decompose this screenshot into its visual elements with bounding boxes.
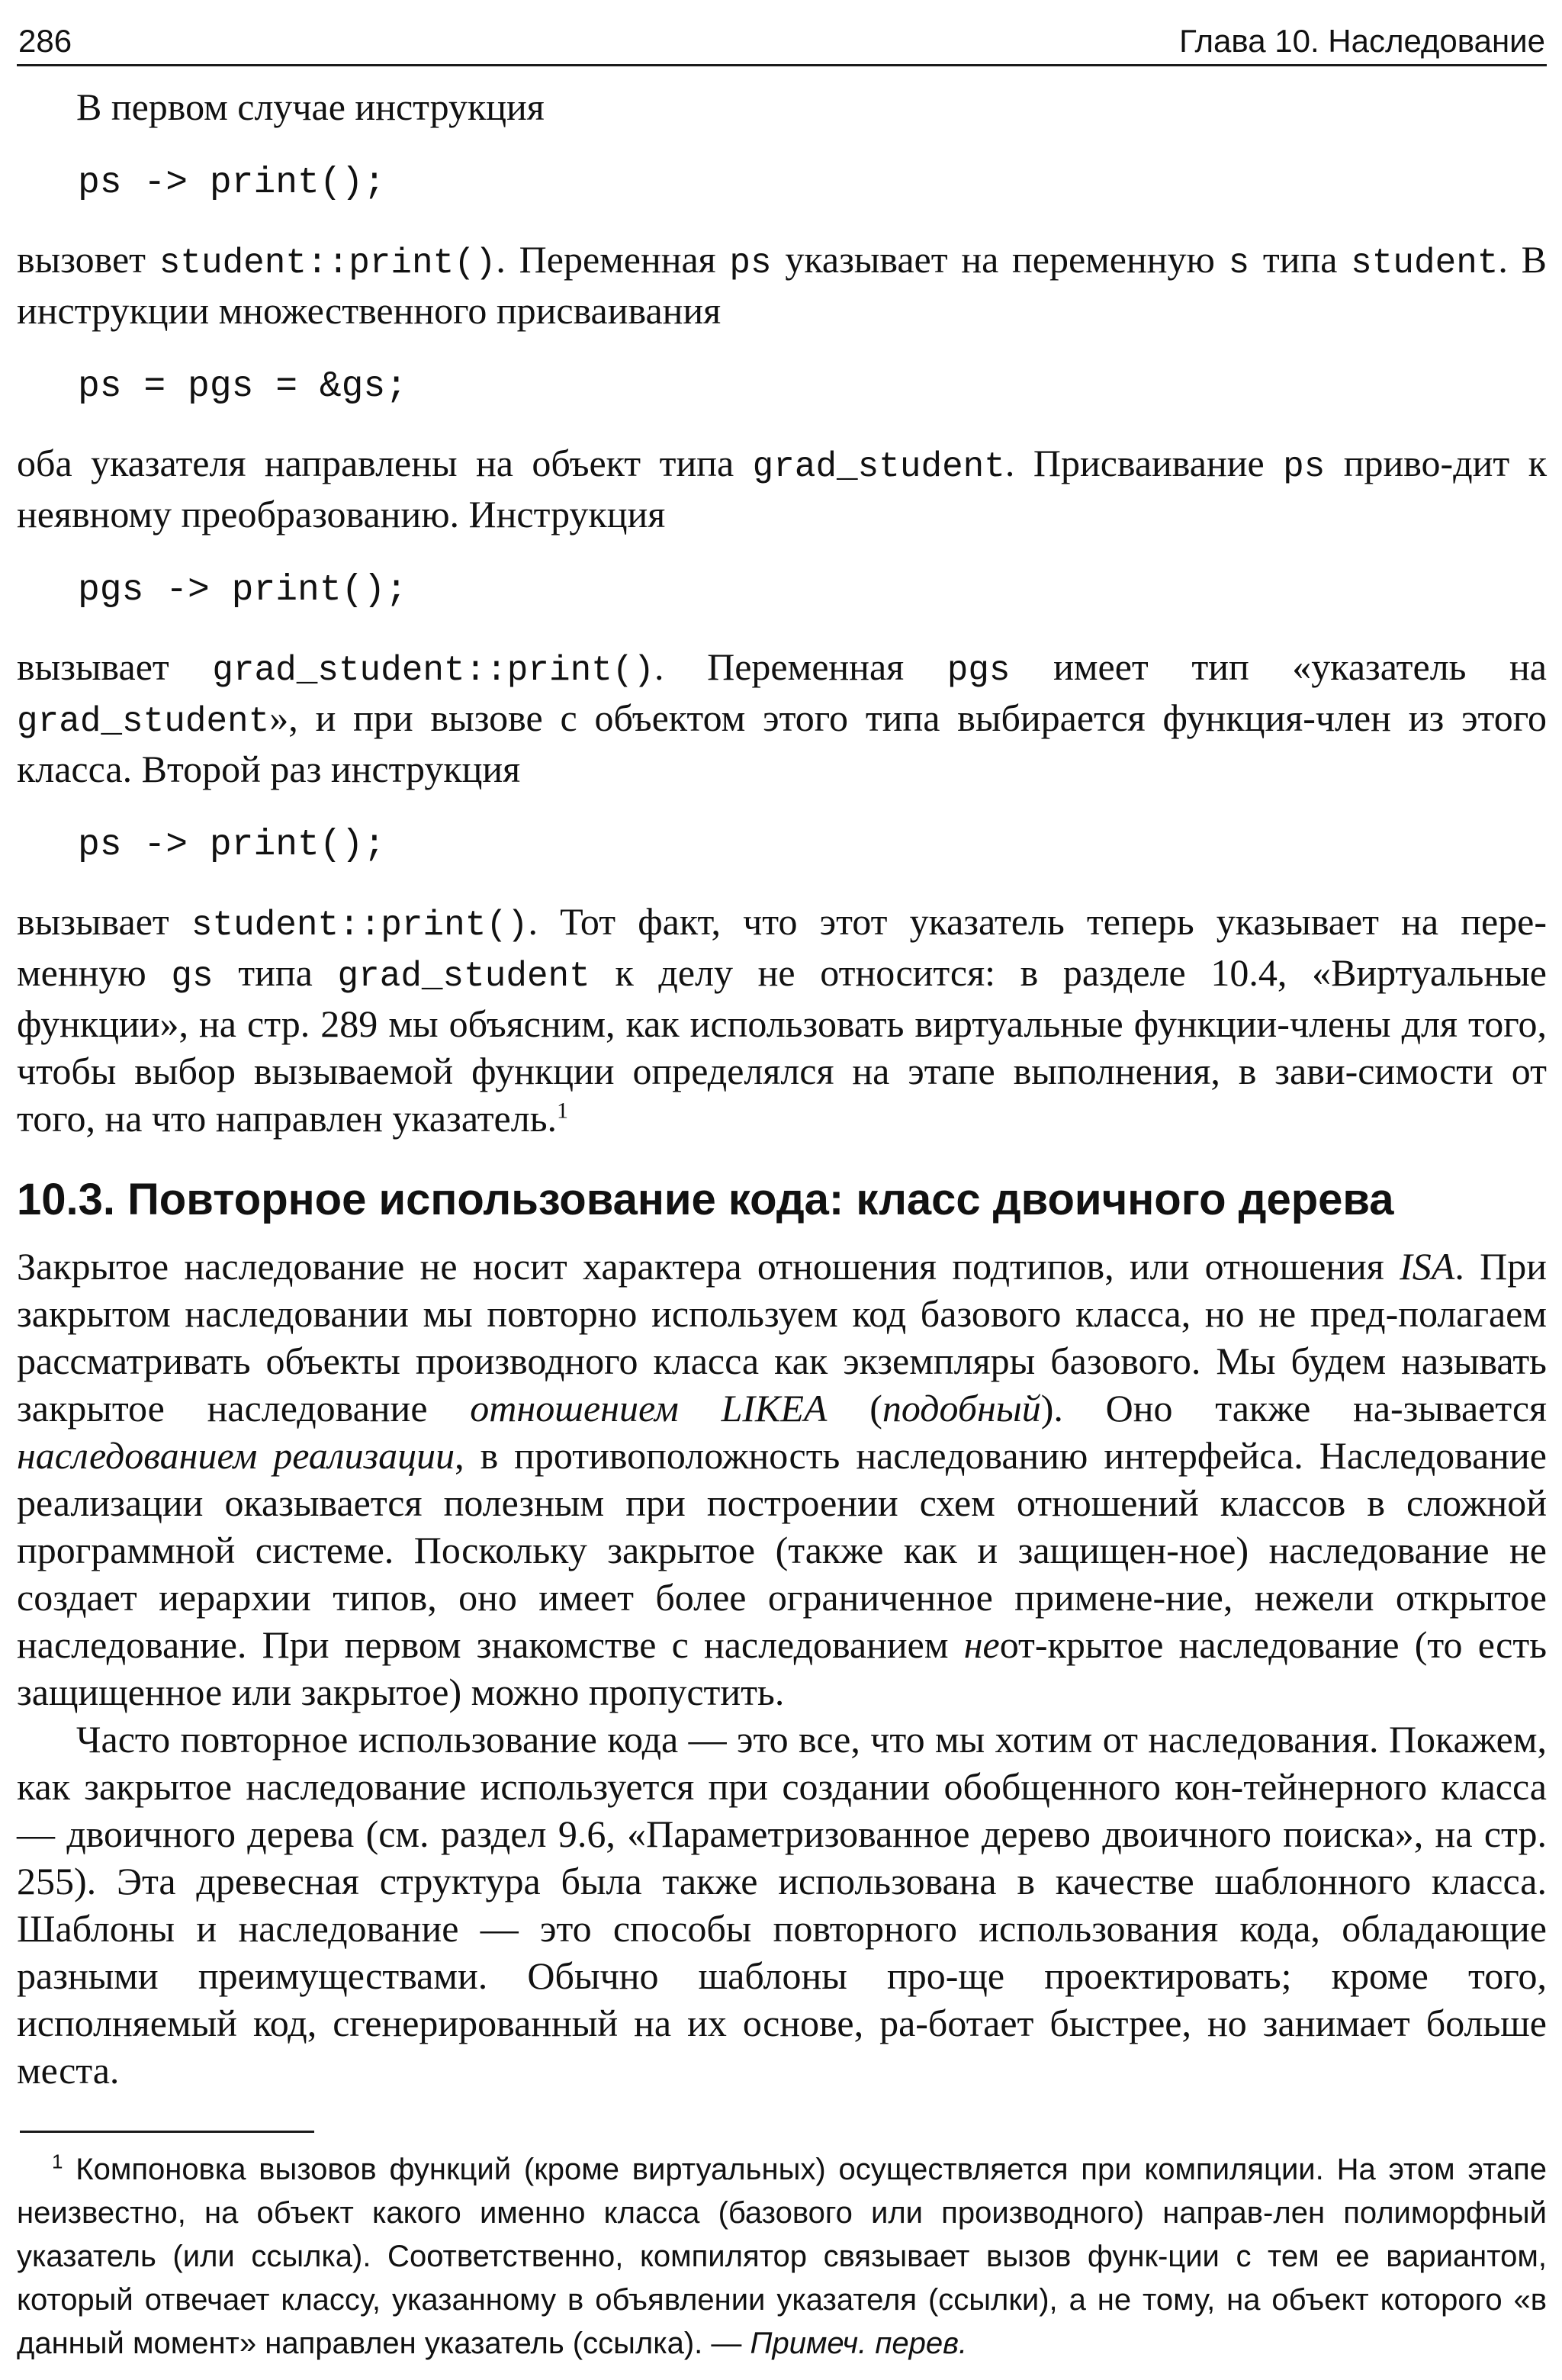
page-header xyxy=(17,21,1547,64)
paragraph-7: Часто повторное использование кода — это все, что мы хотим от наследования. Покажем, как закрытое наследование используется при создании обобщенного кон-тейнерного класса — двоичного дерева (см. раздел 9.6, «Параметризованное дерево двоичного поиска», на стр. 255). Эта древесная структура была также использована в качестве шаблонного класса. Шаблоны и наследование — это способы повторного использования кода, обладающие разными преимуществами. Обычно шаблоны про-ще проектировать; кроме того, исполняемый код, сгенерированный на их основе, ра-ботает быстрее, но занимает больше места. xyxy=(17,1718,1547,2092)
code-line-2: ps = pgs = &gs; xyxy=(78,366,408,407)
footnote-mark: 1 xyxy=(52,2150,63,2173)
paragraph-3: оба указателя направлены на объект типа grad_student. Присваивание ps приво-дит к неявному преобразованию. Инструкция xyxy=(17,442,1548,536)
footnote: $^1$ Компоновка вызовов функций (кроме виртуальных) осуществляется при компиляции. На этом этапе неизвестно, на объект какого именно класса (базового или производного) направ-лен полиморфный указатель (или ссылка). Соответственно, компилятор связывает вызов функ-ции с тем ее вариантом, который отвечает классу, указанному в объявлении указателя (ссылки), а не тому, на объект которого «в данный момент» направлен указатель (ссылка). — Примеч. перев. xyxy=(17,2150,1547,2360)
translator-note: Примеч. перев. xyxy=(750,2327,968,2360)
paragraph-6: Закрытое наследование не носит характера отношения подтипов, или отношения ISA. При закрытом наследовании мы повторно используем код базового класса, но не пред-полагаем рассматривать объекты производного класса как экземпляры базового. Мы будем называть закрытое наследование отношением LIKEA (подобный). Оно также на-зывается наследованием реализации, в противоположность наследованию интерфейса. Наследование реализации оказывается полезным при построении схем отношений классов в сложной программной системе. Поскольку закрытое (также как и защищен-ное) наследование не создает иерархии типов, оно имеет более ограниченное примене-ние, нежели открытое наследование. При первом знакомстве с наследованием неот-крытое наследование (то есть защищенное или закрытое) можно пропустить. xyxy=(17,1245,1548,1713)
paragraph-5: вызывает student::print(). Тот факт, что этот указатель теперь указывает на пере-менную gs типа grad_student к делу не относится: в разделе 10.4, «Виртуальные функции», на стр. 289 мы объясним, как использовать виртуальные функции-члены для того, чтобы выбор вызываемой функции определялся на этапе выполнения, в зави-симости от того, на что направлен указатель.$^1$ xyxy=(17,900,1548,1140)
code-line-4: ps -> print(); xyxy=(78,825,386,866)
paragraph-4: вызывает grad_student::print(). Переменная pgs имеет тип «указатель на grad_student», и при вызове с объектом этого типа выбирается функция-член из этого класса. Второй раз инструкция xyxy=(17,645,1547,790)
running-title: Глава 10. Наследование xyxy=(1179,23,1545,59)
paragraph-2: вызовет student::print(). Переменная ps указывает на переменную s типа student. В инструкции множественного присваивания xyxy=(17,238,1547,332)
paragraph-intro: В первом случае инструкция xyxy=(76,85,545,128)
footnote-reference[interactable]: 1 xyxy=(557,1098,569,1124)
page-number: 286 xyxy=(18,23,72,59)
footnote-rule xyxy=(20,2131,314,2133)
code-line-3: pgs -> print(); xyxy=(78,570,408,611)
header-rule xyxy=(17,64,1547,66)
code-line-1: ps -> print(); xyxy=(78,162,386,204)
section-heading: 10.3. Повторное использование кода: класс двоичного дерева xyxy=(17,1175,1394,1224)
